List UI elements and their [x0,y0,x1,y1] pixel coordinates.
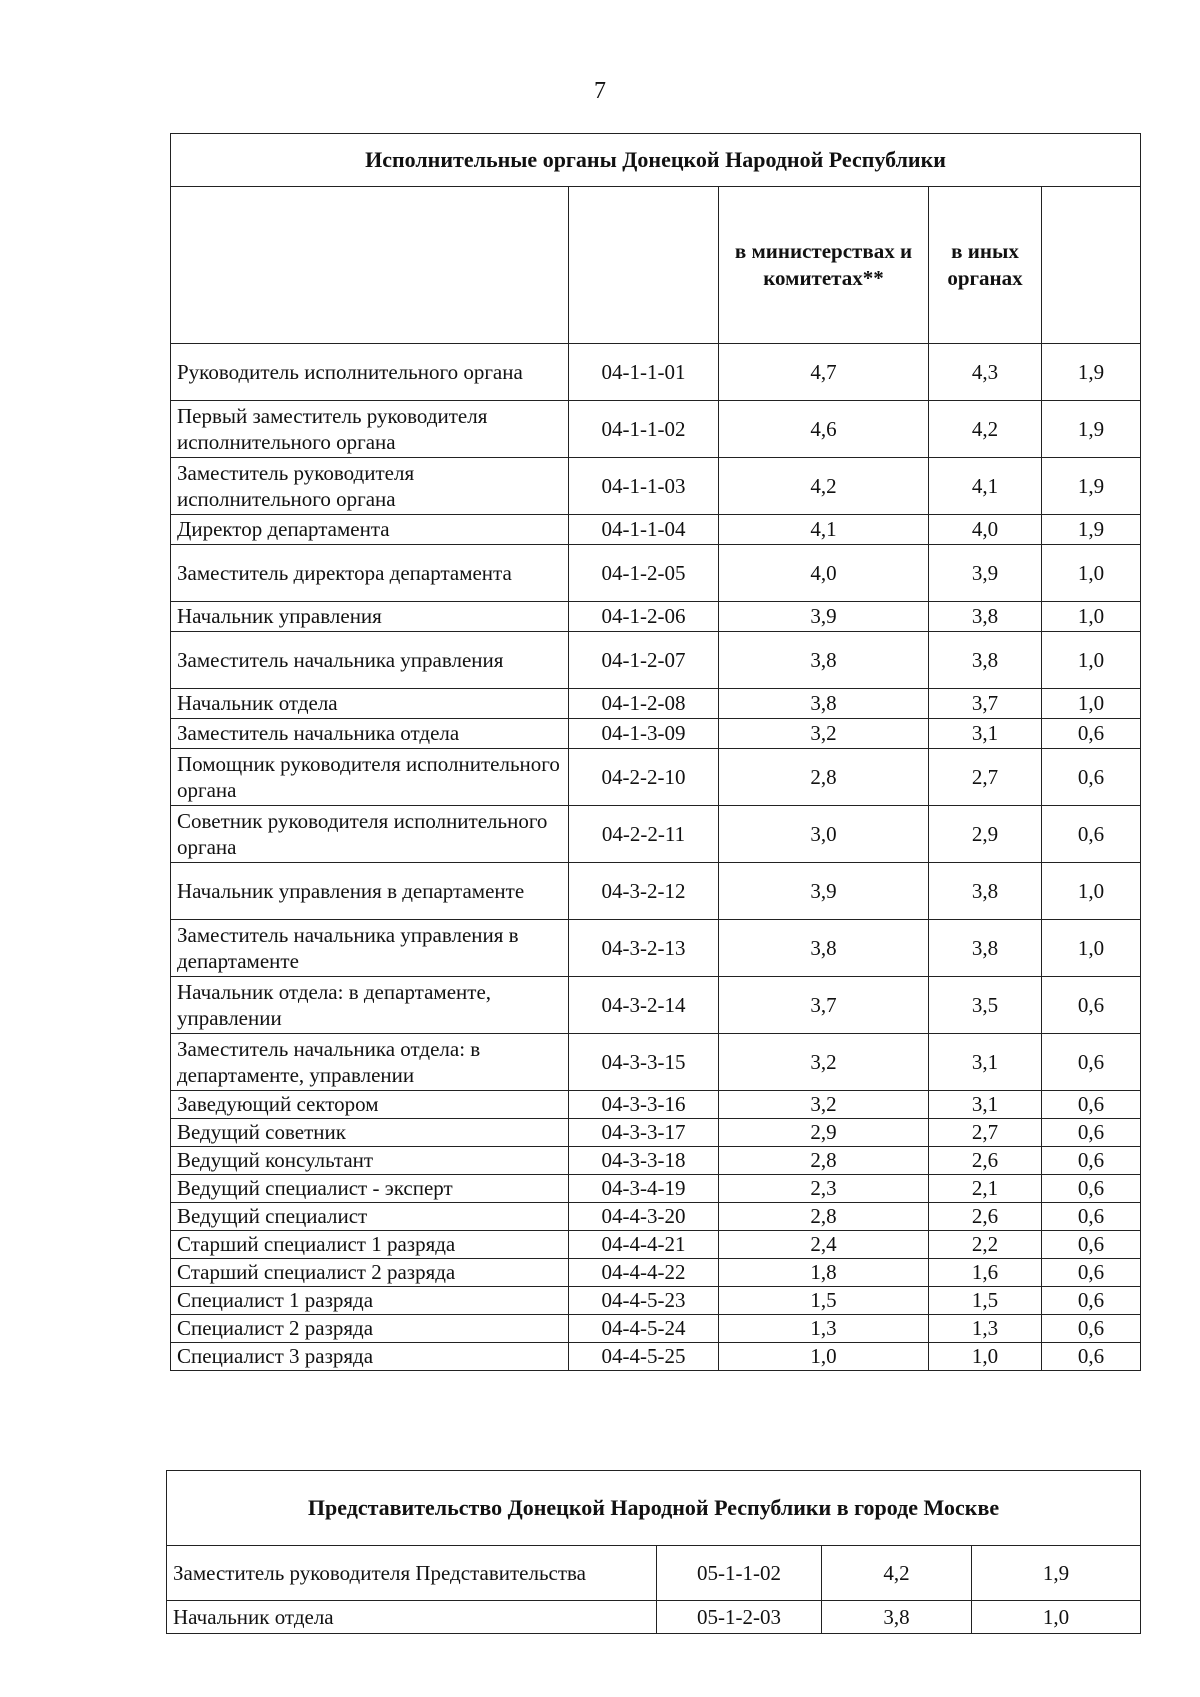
value-ministries-cell: 3,2 [719,719,929,749]
position-name-cell: Помощник руководителя исполнительного органа [171,749,569,806]
table-row [171,458,1141,515]
position-name-cell: Старший специалист 2 разряда [171,1259,569,1287]
position-name-cell: Специалист 1 разряда [171,1287,569,1315]
value-third-cell: 1,0 [1042,632,1141,689]
position-name-cell: Заместитель руководителя Представительства [167,1546,657,1601]
value-ministries-cell: 1,3 [719,1315,929,1343]
position-name-cell: Заместитель начальника отдела: в департаменте, управлении [171,1034,569,1091]
table-row [171,632,1141,689]
position-code-cell: 04-3-2-12 [569,863,719,920]
position-code-cell: 04-3-2-13 [569,920,719,977]
position-name-cell: Заместитель руководителя исполнительного органа [171,458,569,515]
position-name-cell: Руководитель исполнительного органа [171,344,569,401]
position-code-cell: 04-1-2-08 [569,689,719,719]
value-other-cell: 4,2 [929,401,1042,458]
table-row [171,1203,1141,1231]
position-name-cell: Специалист 3 разряда [171,1343,569,1371]
value-other-cell: 3,8 [929,632,1042,689]
position-code-cell: 05-1-2-03 [657,1601,822,1634]
position-code-cell: 04-1-1-04 [569,515,719,545]
value-third-cell: 1,9 [1042,344,1141,401]
position-name-cell: Заместитель начальника управления в департаменте [171,920,569,977]
value-ministries-cell: 4,0 [719,545,929,602]
executive-bodies-table [170,133,1141,1371]
value-third-cell: 0,6 [1042,719,1141,749]
value-other-cell: 2,2 [929,1231,1042,1259]
value-third-cell: 1,9 [1042,515,1141,545]
table-row [171,401,1141,458]
position-code-cell: 04-3-3-18 [569,1147,719,1175]
position-name-cell: Первый заместитель руководителя исполнительного органа [171,401,569,458]
table-row [171,515,1141,545]
value-other-cell: 4,3 [929,344,1042,401]
table-row [171,344,1141,401]
position-code-cell: 04-4-5-24 [569,1315,719,1343]
header-cell-empty [1042,187,1141,344]
position-name-cell: Ведущий специалист - эксперт [171,1175,569,1203]
value-ministries-cell: 1,0 [719,1343,929,1371]
value-third-cell: 0,6 [1042,1175,1141,1203]
moscow-representation-table [166,1470,1141,1634]
value-third-cell: 0,6 [1042,1147,1141,1175]
value-third-cell: 1,9 [1042,401,1141,458]
value-ministries-cell: 3,8 [719,632,929,689]
value-third-cell: 0,6 [1042,806,1141,863]
position-name-cell: Специалист 2 разряда [171,1315,569,1343]
section-title-row [171,134,1141,187]
table-row [171,1175,1141,1203]
value-ministries-cell: 3,9 [719,602,929,632]
position-name-cell: Заместитель директора департамента [171,545,569,602]
page-number: 7 [594,78,606,104]
value-first-cell: 3,8 [822,1601,972,1634]
value-third-cell: 0,6 [1042,1287,1141,1315]
value-ministries-cell: 2,8 [719,1203,929,1231]
position-code-cell: 04-1-1-02 [569,401,719,458]
position-code-cell: 04-1-3-09 [569,719,719,749]
table-header-row [171,187,1141,344]
value-other-cell: 3,1 [929,1034,1042,1091]
position-code-cell: 04-4-4-21 [569,1231,719,1259]
table-row [167,1601,1141,1634]
value-other-cell: 3,5 [929,977,1042,1034]
value-other-cell: 3,9 [929,545,1042,602]
value-third-cell: 0,6 [1042,1231,1141,1259]
value-third-cell: 0,6 [1042,1343,1141,1371]
value-ministries-cell: 2,9 [719,1119,929,1147]
position-name-cell: Директор департамента [171,515,569,545]
value-third-cell: 1,0 [1042,689,1141,719]
table-row [171,749,1141,806]
position-code-cell: 04-1-1-03 [569,458,719,515]
value-ministries-cell: 2,4 [719,1231,929,1259]
position-code-cell: 04-1-2-06 [569,602,719,632]
value-other-cell: 3,7 [929,689,1042,719]
value-ministries-cell: 3,2 [719,1091,929,1119]
position-name-cell: Начальник отдела [171,689,569,719]
value-other-cell: 2,6 [929,1203,1042,1231]
value-other-cell: 1,5 [929,1287,1042,1315]
position-name-cell: Начальник управления [171,602,569,632]
value-other-cell: 2,7 [929,749,1042,806]
table-row [171,1231,1141,1259]
header-cell-empty [171,187,569,344]
value-other-cell: 4,1 [929,458,1042,515]
value-other-cell: 1,0 [929,1343,1042,1371]
value-third-cell: 0,6 [1042,1091,1141,1119]
table-row [171,1034,1141,1091]
position-code-cell: 04-2-2-10 [569,749,719,806]
value-second-cell: 1,9 [972,1546,1141,1601]
table-row [171,920,1141,977]
table-row [171,1287,1141,1315]
value-other-cell: 2,7 [929,1119,1042,1147]
table-row [171,719,1141,749]
value-other-cell: 3,1 [929,719,1042,749]
header-ministries: в министерствах и комитетах** [719,187,929,344]
position-code-cell: 04-2-2-11 [569,806,719,863]
position-code-cell: 04-3-2-14 [569,977,719,1034]
value-ministries-cell: 2,8 [719,1147,929,1175]
value-other-cell: 2,6 [929,1147,1042,1175]
position-code-cell: 04-4-5-25 [569,1343,719,1371]
position-name-cell: Начальник отдела [167,1601,657,1634]
position-name-cell: Советник руководителя исполнительного органа [171,806,569,863]
position-code-cell: 04-3-3-15 [569,1034,719,1091]
value-third-cell: 0,6 [1042,1203,1141,1231]
value-ministries-cell: 3,8 [719,920,929,977]
value-other-cell: 2,1 [929,1175,1042,1203]
header-other-bodies: в иных органах [929,187,1042,344]
position-code-cell: 04-4-3-20 [569,1203,719,1231]
table-row [171,545,1141,602]
position-code-cell: 05-1-1-02 [657,1546,822,1601]
value-other-cell: 1,6 [929,1259,1042,1287]
table-row [171,689,1141,719]
value-ministries-cell: 1,8 [719,1259,929,1287]
table-row [171,1091,1141,1119]
value-third-cell: 0,6 [1042,1119,1141,1147]
position-code-cell: 04-3-3-16 [569,1091,719,1119]
position-name-cell: Ведущий советник [171,1119,569,1147]
position-code-cell: 04-1-2-07 [569,632,719,689]
header-cell-empty [569,187,719,344]
position-name-cell: Ведущий специалист [171,1203,569,1231]
table-row [171,1315,1141,1343]
value-first-cell: 4,2 [822,1546,972,1601]
position-name-cell: Старший специалист 1 разряда [171,1231,569,1259]
value-other-cell: 2,9 [929,806,1042,863]
section-title: Исполнительные органы Донецкой Народной Республики [171,134,1141,187]
value-ministries-cell: 4,7 [719,344,929,401]
table-row [171,602,1141,632]
position-name-cell: Начальник отдела: в департаменте, управлении [171,977,569,1034]
value-third-cell: 1,0 [1042,545,1141,602]
position-code-cell: 04-4-4-22 [569,1259,719,1287]
value-third-cell: 1,0 [1042,863,1141,920]
position-code-cell: 04-3-4-19 [569,1175,719,1203]
position-name-cell: Начальник управления в департаменте [171,863,569,920]
table-row [171,1119,1141,1147]
position-name-cell: Ведущий консультант [171,1147,569,1175]
table-row [171,977,1141,1034]
value-ministries-cell: 3,2 [719,1034,929,1091]
value-ministries-cell: 4,2 [719,458,929,515]
table-row [171,1259,1141,1287]
table-row [171,806,1141,863]
value-other-cell: 3,1 [929,1091,1042,1119]
value-other-cell: 1,3 [929,1315,1042,1343]
value-third-cell: 0,6 [1042,1315,1141,1343]
value-ministries-cell: 3,9 [719,863,929,920]
value-second-cell: 1,0 [972,1601,1141,1634]
section-title: Представительство Донецкой Народной Республики в городе Москве [167,1471,1141,1546]
value-other-cell: 3,8 [929,863,1042,920]
value-third-cell: 0,6 [1042,1034,1141,1091]
value-ministries-cell: 3,8 [719,689,929,719]
value-ministries-cell: 2,3 [719,1175,929,1203]
value-third-cell: 0,6 [1042,1259,1141,1287]
section-title-row [167,1471,1141,1546]
position-name-cell: Заместитель начальника управления [171,632,569,689]
value-ministries-cell: 1,5 [719,1287,929,1315]
value-ministries-cell: 3,0 [719,806,929,863]
value-other-cell: 3,8 [929,602,1042,632]
table-row [171,1343,1141,1371]
value-third-cell: 0,6 [1042,749,1141,806]
table-row [167,1546,1141,1601]
value-ministries-cell: 4,1 [719,515,929,545]
value-other-cell: 4,0 [929,515,1042,545]
value-third-cell: 1,9 [1042,458,1141,515]
position-code-cell: 04-1-2-05 [569,545,719,602]
value-other-cell: 3,8 [929,920,1042,977]
position-code-cell: 04-1-1-01 [569,344,719,401]
table-row [171,863,1141,920]
position-name-cell: Заведующий сектором [171,1091,569,1119]
value-ministries-cell: 4,6 [719,401,929,458]
value-ministries-cell: 3,7 [719,977,929,1034]
value-ministries-cell: 2,8 [719,749,929,806]
value-third-cell: 1,0 [1042,602,1141,632]
value-third-cell: 0,6 [1042,977,1141,1034]
table-row [171,1147,1141,1175]
position-code-cell: 04-3-3-17 [569,1119,719,1147]
position-name-cell: Заместитель начальника отдела [171,719,569,749]
value-third-cell: 1,0 [1042,920,1141,977]
position-code-cell: 04-4-5-23 [569,1287,719,1315]
